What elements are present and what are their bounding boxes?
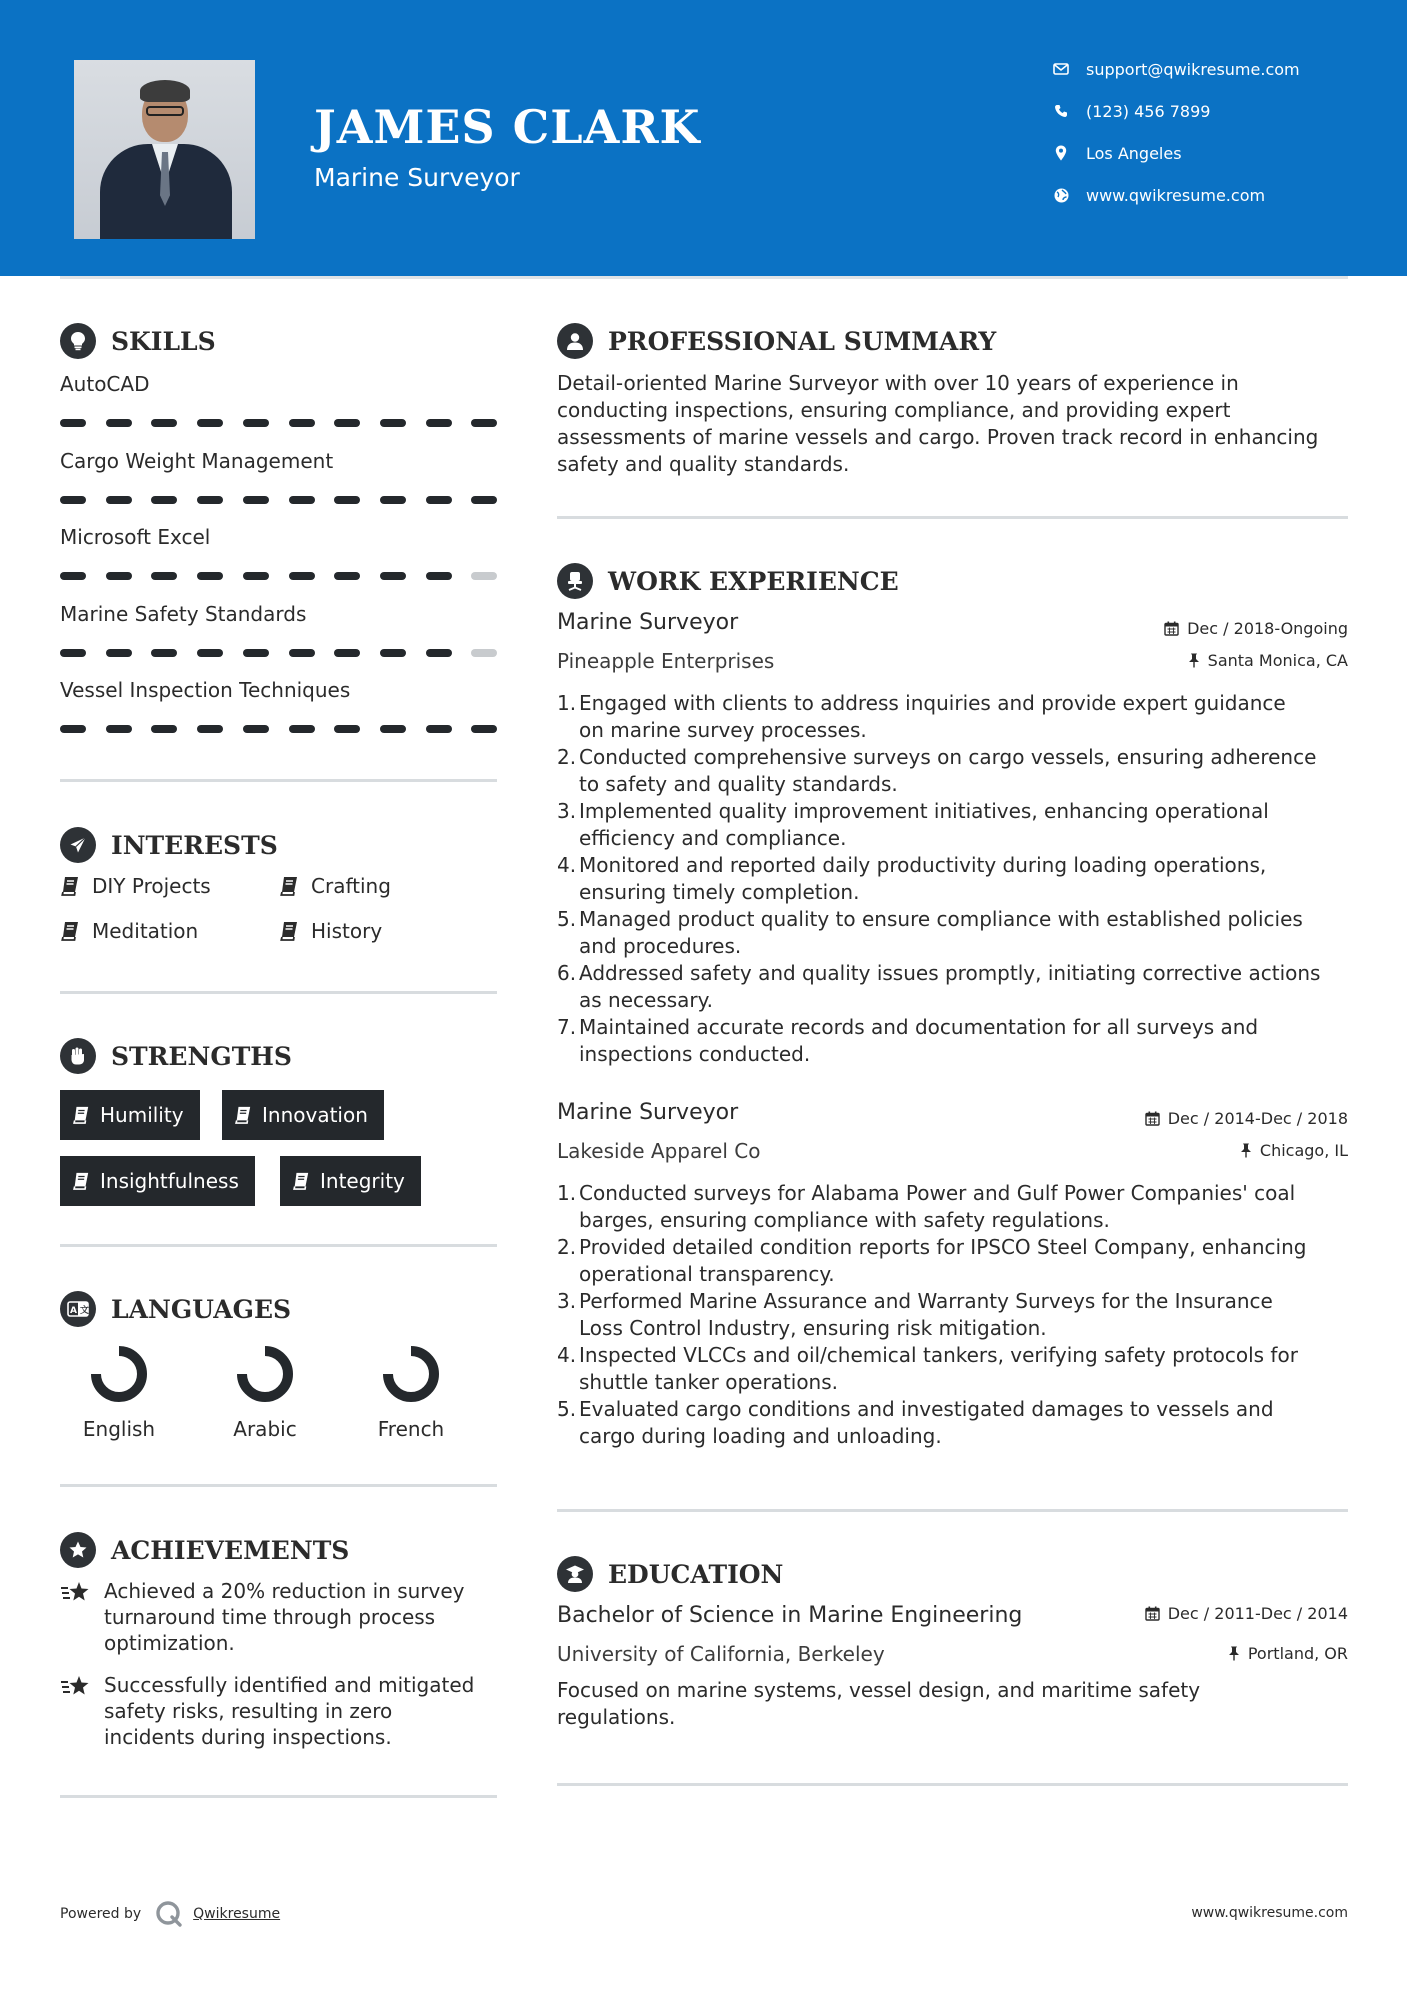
skill-level-bar xyxy=(60,725,497,734)
skill-level-segment xyxy=(151,419,177,427)
skill-level-segment xyxy=(106,572,132,580)
skill-level-segment xyxy=(106,725,132,733)
interest-item xyxy=(279,874,391,898)
list-item: 4. Monitored and reported daily productivity during loading operations, ensuring timely completion. xyxy=(557,853,1267,904)
user-icon xyxy=(557,323,593,359)
summary-line: assessments of marine vessels and cargo. Proven track record in enhancing xyxy=(557,425,1319,449)
book-icon xyxy=(279,876,299,896)
skill-level-segment xyxy=(334,725,360,733)
skill-level-segment xyxy=(289,725,315,733)
language-item xyxy=(356,1343,466,1441)
achievements-divider xyxy=(60,1795,497,1798)
star-badge-icon xyxy=(60,1532,96,1568)
interests-title: INTERESTS xyxy=(111,830,278,860)
skill-level-segment xyxy=(197,572,223,580)
skill-level-segment xyxy=(60,496,86,504)
footer-website[interactable]: www.qwikresume.com xyxy=(1191,1905,1348,1921)
language-item xyxy=(64,1343,174,1441)
strength-label: Innovation xyxy=(262,1103,368,1127)
skills-heading xyxy=(60,321,216,361)
skill-name: Marine Safety Standards xyxy=(60,601,307,626)
interest-item xyxy=(60,919,198,943)
skill-level-segment xyxy=(60,419,86,427)
skill-level-segment xyxy=(60,725,86,733)
language-name: English xyxy=(82,1417,156,1441)
education-title: EDUCATION xyxy=(608,1559,784,1589)
skill-level-segment xyxy=(334,649,360,657)
languages-title: LANGUAGES xyxy=(111,1294,292,1324)
achievement-line: optimization. xyxy=(104,1631,235,1655)
skill-level-segment xyxy=(380,572,406,580)
skill-level-segment xyxy=(471,649,497,657)
skill-level-segment xyxy=(151,496,177,504)
skill-level-segment xyxy=(243,725,269,733)
qwikresume-logo-icon xyxy=(155,1900,183,1928)
book-icon xyxy=(72,1172,90,1190)
skill-level-segment xyxy=(151,725,177,733)
achievements-title: ACHIEVEMENTS xyxy=(111,1535,350,1565)
lightbulb-icon xyxy=(60,323,96,359)
translate-icon xyxy=(60,1291,96,1327)
job-location xyxy=(1188,651,1348,670)
summary-text xyxy=(557,370,1357,478)
achievement-item xyxy=(60,1578,500,1656)
contact-location-text: Los Angeles xyxy=(1086,143,1182,163)
education-dates-text: Dec / 2011-Dec / 2014 xyxy=(1167,1604,1348,1623)
skill-name: AutoCAD xyxy=(60,372,150,396)
skill-level-segment xyxy=(60,649,86,657)
svg-text:文: 文 xyxy=(80,1306,89,1316)
skill-level-segment xyxy=(380,649,406,657)
book-icon xyxy=(234,1106,252,1124)
skill-level-segment xyxy=(197,649,223,657)
experience-divider xyxy=(557,1509,1348,1512)
phone-icon xyxy=(1050,104,1072,118)
language-level-ring xyxy=(88,1343,150,1405)
education-line: Focused on marine systems, vessel design, and maritime safety xyxy=(557,1678,1201,1702)
language-name: French xyxy=(377,1417,445,1441)
skill-level-segment xyxy=(197,725,223,733)
skill-level-segment xyxy=(471,725,497,733)
skill-level-segment xyxy=(426,496,452,504)
company-name: Pineapple Enterprises xyxy=(557,649,775,673)
contact-location xyxy=(1050,141,1380,165)
job-title: Marine Surveyor xyxy=(557,610,739,635)
skill-name: Vessel Inspection Techniques xyxy=(60,678,351,702)
skill-level-segment xyxy=(243,419,269,427)
skill-level-segment xyxy=(334,572,360,580)
raised-fist-icon xyxy=(60,1038,96,1074)
contact-email-text: support@qwikresume.com xyxy=(1086,59,1300,79)
pushpin-icon xyxy=(1188,653,1200,668)
skill-level-segment xyxy=(106,496,132,504)
strength-tag xyxy=(60,1090,200,1140)
office-chair-icon xyxy=(557,563,593,599)
job-location-text: Chicago, IL xyxy=(1259,1141,1348,1160)
list-item: 1. Conducted surveys for Alabama Power and Gulf Power Companies' coal barges, ensuring compliance with safety regulations. xyxy=(557,1181,1296,1232)
job-location-text: Santa Monica, CA xyxy=(1207,651,1348,670)
skill-level-segment xyxy=(289,496,315,504)
interests-divider xyxy=(60,991,497,994)
contact-phone-text: (123) 456 7899 xyxy=(1086,101,1211,121)
skill-level-segment xyxy=(380,496,406,504)
skill-level-segment xyxy=(243,572,269,580)
school-name: University of California, Berkeley xyxy=(557,1642,885,1666)
skill-level-segment xyxy=(243,496,269,504)
skill-level-segment xyxy=(334,419,360,427)
achievement-line: incidents during inspections. xyxy=(104,1725,392,1749)
summary-title: PROFESSIONAL SUMMARY xyxy=(608,326,997,356)
summary-line: conducting inspections, ensuring compliance, and providing expert xyxy=(557,398,1231,422)
interest-item xyxy=(60,874,211,898)
list-item: 5. Evaluated cargo conditions and investigated damages to vessels and cargo during loading and unloading. xyxy=(557,1397,1274,1448)
skill-level-segment xyxy=(243,649,269,657)
graduate-icon xyxy=(557,1556,593,1592)
interest-label: DIY Projects xyxy=(92,874,211,898)
footer-branding xyxy=(60,1900,280,1928)
skills-title: SKILLS xyxy=(111,326,216,356)
envelope-icon xyxy=(1050,63,1072,75)
strength-tag xyxy=(222,1090,384,1140)
summary-line: safety and quality standards. xyxy=(557,452,850,476)
skill-name: Cargo Weight Management xyxy=(60,448,334,473)
strength-label: Integrity xyxy=(320,1169,405,1193)
interest-label: Meditation xyxy=(92,919,199,943)
languages-heading xyxy=(60,1289,291,1329)
contact-website[interactable] xyxy=(1050,183,1380,207)
interest-label: History xyxy=(311,919,383,943)
paper-plane-icon xyxy=(60,827,96,863)
shooting-star-icon xyxy=(60,1672,104,1750)
skill-level-segment xyxy=(471,419,497,427)
candidate-role: Marine Surveyor xyxy=(314,163,520,192)
education-line: regulations. xyxy=(557,1705,676,1729)
languages-divider xyxy=(60,1484,497,1487)
experience-title: WORK EXPERIENCE xyxy=(608,566,899,596)
skill-level-segment xyxy=(197,496,223,504)
strengths-title: STRENGTHS xyxy=(111,1041,292,1071)
list-item: 1. Engaged with clients to address inquiries and provide expert guidance on marine survey processes. xyxy=(557,691,1286,742)
list-item: 6. Addressed safety and quality issues promptly, initiating corrective actions as necessary. xyxy=(557,961,1321,1012)
company-name: Lakeside Apparel Co xyxy=(557,1139,761,1163)
skill-level-segment xyxy=(380,419,406,427)
language-level-arc xyxy=(96,1351,142,1397)
skill-level-segment xyxy=(289,572,315,580)
powered-by-label: Powered by xyxy=(60,1906,142,1922)
book-icon xyxy=(60,921,80,941)
education-divider xyxy=(557,1783,1348,1786)
summary-divider xyxy=(557,516,1348,519)
skill-level-bar xyxy=(60,419,497,428)
language-level-arc xyxy=(388,1351,434,1397)
list-item: 2. Provided detailed condition reports for IPSCO Steel Company, enhancing operational transparency. xyxy=(557,1235,1307,1286)
skill-level-segment xyxy=(151,572,177,580)
skills-divider xyxy=(60,779,497,782)
contact-website-text: www.qwikresume.com xyxy=(1086,185,1266,205)
strength-tag xyxy=(280,1156,421,1206)
language-name: Arabic xyxy=(233,1417,297,1441)
calendar-icon xyxy=(1145,1111,1160,1126)
job-dates-text: Dec / 2014-Dec / 2018 xyxy=(1167,1109,1348,1128)
skill-level-bar xyxy=(60,496,497,505)
resume-header xyxy=(0,0,1407,276)
skill-level-segment xyxy=(60,572,86,580)
book-icon xyxy=(279,921,299,941)
summary-line: Detail-oriented Marine Surveyor with over 10 years of experience in xyxy=(557,371,1239,395)
skill-level-bar xyxy=(60,572,497,581)
skill-level-segment xyxy=(151,649,177,657)
skill-level-segment xyxy=(380,725,406,733)
job-dates xyxy=(1164,619,1348,638)
shooting-star-icon xyxy=(60,1578,104,1656)
language-item xyxy=(210,1343,320,1441)
globe-icon xyxy=(1050,188,1072,203)
list-item: 3. Performed Marine Assurance and Warranty Surveys for the Insurance Loss Control Industry, ensuring risk mitigation. xyxy=(557,1289,1273,1340)
strengths-heading xyxy=(60,1036,292,1076)
skill-name: Microsoft Excel xyxy=(60,525,211,549)
book-icon xyxy=(292,1172,310,1190)
education-location-text: Portland, OR xyxy=(1247,1644,1348,1663)
achievement-item xyxy=(60,1672,500,1750)
strengths-divider xyxy=(60,1244,497,1247)
qwikresume-link[interactable]: Qwikresume xyxy=(193,1906,281,1922)
header-divider xyxy=(60,276,1348,279)
experience-heading xyxy=(557,561,899,601)
education-dates xyxy=(1145,1604,1348,1623)
skill-level-bar xyxy=(60,649,497,658)
list-item: 5. Managed product quality to ensure compliance with established policies and procedures. xyxy=(557,907,1303,958)
location-pin-icon xyxy=(1050,145,1072,161)
job-title: Marine Surveyor xyxy=(557,1100,739,1125)
skill-level-segment xyxy=(426,419,452,427)
skill-level-segment xyxy=(471,496,497,504)
achievement-line: turnaround time through process xyxy=(104,1605,436,1629)
language-level-arc xyxy=(242,1351,288,1397)
interests-heading xyxy=(60,825,278,865)
job-responsibilities xyxy=(557,690,1357,1068)
skill-level-segment xyxy=(197,419,223,427)
interest-label: Crafting xyxy=(311,874,391,898)
job-dates-text: Dec / 2018-Ongoing xyxy=(1187,619,1348,638)
achievements-heading xyxy=(60,1530,349,1570)
summary-heading xyxy=(557,321,996,361)
language-level-ring xyxy=(234,1343,296,1405)
pushpin-icon xyxy=(1228,1646,1240,1661)
skill-level-segment xyxy=(106,419,132,427)
book-icon xyxy=(60,876,80,896)
education-location xyxy=(1228,1644,1348,1663)
skill-level-segment xyxy=(426,649,452,657)
education-heading xyxy=(557,1554,783,1594)
achievement-line: Achieved a 20% reduction in survey xyxy=(104,1579,465,1603)
skill-level-segment xyxy=(426,572,452,580)
pushpin-icon xyxy=(1240,1143,1252,1158)
achievement-line: safety risks, resulting in zero xyxy=(104,1699,393,1723)
skill-level-segment xyxy=(289,419,315,427)
list-item: 2. Conducted comprehensive surveys on cargo vessels, ensuring adherence to safety and quality standards. xyxy=(557,745,1317,796)
calendar-icon xyxy=(1145,1606,1160,1621)
achievement-line: Successfully identified and mitigated xyxy=(104,1673,475,1697)
degree-name: Bachelor of Science in Marine Engineering xyxy=(557,1603,1023,1628)
list-item: 3. Implemented quality improvement initiatives, enhancing operational efficiency and compliance. xyxy=(557,799,1269,850)
calendar-icon xyxy=(1164,621,1179,636)
skill-level-segment xyxy=(289,649,315,657)
job-dates xyxy=(1145,1109,1348,1128)
job-responsibilities xyxy=(557,1180,1357,1450)
profile-photo xyxy=(74,60,255,239)
language-level-ring xyxy=(380,1343,442,1405)
skill-level-segment xyxy=(106,649,132,657)
education-description xyxy=(557,1677,1357,1731)
contact-phone[interactable] xyxy=(1050,99,1380,123)
skill-level-segment xyxy=(471,572,497,580)
strength-label: Insightfulness xyxy=(100,1169,239,1193)
skill-level-segment xyxy=(334,496,360,504)
candidate-name: JAMES CLARK xyxy=(314,100,701,154)
svg-text:A: A xyxy=(70,1306,77,1316)
job-location xyxy=(1240,1141,1348,1160)
skill-level-segment xyxy=(426,725,452,733)
interest-item xyxy=(279,919,382,943)
contact-email[interactable] xyxy=(1050,57,1380,81)
book-icon xyxy=(72,1106,90,1124)
list-item: 4. Inspected VLCCs and oil/chemical tankers, verifying safety protocols for shuttle tanker operations. xyxy=(557,1343,1298,1394)
strength-label: Humility xyxy=(100,1103,184,1127)
strength-tag xyxy=(60,1156,255,1206)
list-item: 7. Maintained accurate records and documentation for all surveys and inspections conducted. xyxy=(557,1015,1259,1066)
